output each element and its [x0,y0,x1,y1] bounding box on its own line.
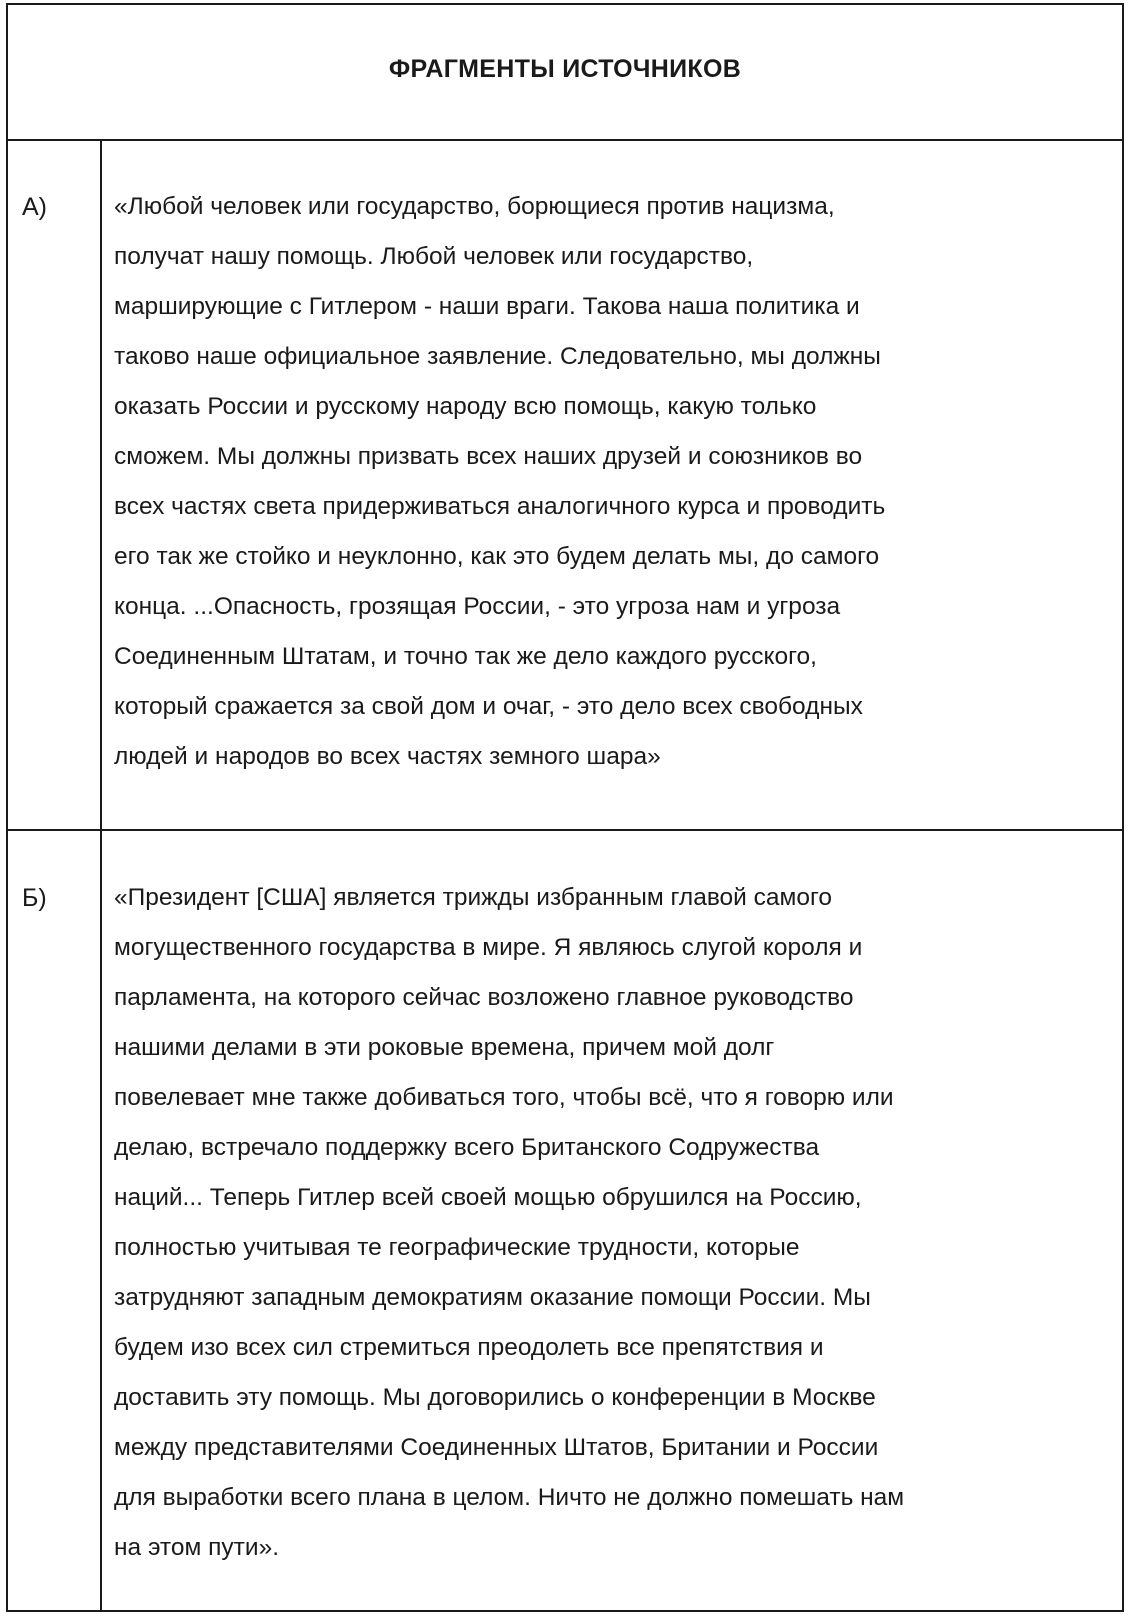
page-title: ФРАГМЕНТЫ ИСТОЧНИКОВ [388,54,742,83]
quote-line: который сражается за свой дом и очаг, - это дело всех свободных [114,693,863,720]
quote-line: его так же стойко и неуклонно, как это будем делать мы, до самого [114,543,880,570]
fragment-quote-b [114,873,1114,1573]
quote-line: всех частях света придерживаться аналогичного курса и проводить [114,493,886,520]
quote-line: конца. ...Опасность, грозящая России, - это угроза нам и угроза [114,593,841,620]
fragment-row-b [8,829,1122,1610]
quote-line: между представителями Соединенных Штатов, Британии и России [114,1434,879,1461]
fragment-row-a [8,139,1122,831]
quote-line: сможем. Мы должны призвать всех наших друзей и союзников во [114,443,863,470]
quote-line: оказать России и русскому народу всю помощь, какую только [114,393,817,420]
quote-line: получат нашу помощь. Любой человек или государство, [114,243,754,270]
fragment-marker-b: Б) [22,884,47,912]
quote-line: наций... Теперь Гитлер всей своей мощью обрушился на Россию, [114,1184,862,1211]
quote-line: таково наше официальное заявление. Следовательно, мы должны [114,343,881,370]
quote-line: «Любой человек или государство, борющиеся против нацизма, [114,193,835,220]
quote-line: могущественного государства в мире. Я являюсь слугой короля и [114,934,863,961]
column-divider [100,139,102,829]
quote-line: нашими делами в эти роковые времена, причем мой долг [114,1034,775,1061]
quote-line: «Президент [США] является трижды избранным главой самого [114,884,833,911]
table-header [8,5,1122,141]
quote-line: марширующие с Гитлером - наши враги. Такова наша политика и [114,293,860,320]
quote-line: парламента, на которого сейчас возложено главное руководство [114,984,854,1011]
quote-line: людей и народов во всех частях земного шара» [114,743,661,770]
quote-line: будем изо всех сил стремиться преодолеть все препятствия и [114,1334,824,1361]
quote-line: Соединенным Штатам, и точно так же дело каждого русского, [114,643,817,670]
quote-line: на этом пути». [114,1534,280,1561]
quote-line: повелевает мне также добиваться того, чтобы всё, что я говорю или [114,1084,894,1111]
fragment-marker-a: А) [22,193,47,221]
quote-line: полностью учитывая те географические трудности, которые [114,1234,800,1261]
column-divider [100,829,102,1610]
fragment-quote-a [114,182,1114,782]
quote-line: делаю, встречало поддержку всего Британского Содружества [114,1134,820,1161]
quote-line: для выработки всего плана в целом. Ничто не должно помешать нам [114,1484,905,1511]
quote-line: затрудняют западным демократиям оказание помощи России. Мы [114,1284,871,1311]
sources-table [6,3,1124,1612]
quote-line: доставить эту помощь. Мы договорились о конференции в Москве [114,1384,876,1411]
